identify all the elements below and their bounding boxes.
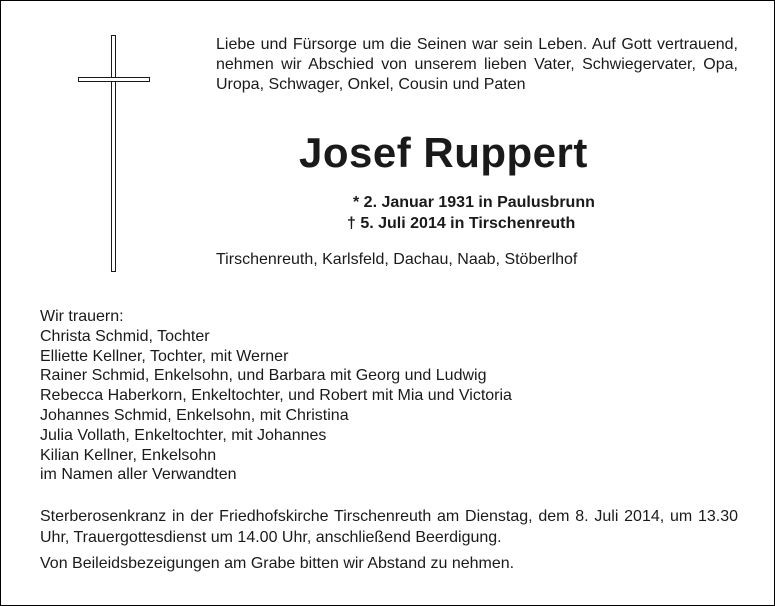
mourner-line: Christa Schmid, Tochter <box>40 327 210 345</box>
closing-note: Von Beileidsbezeigungen am Grabe bitten wir Abstand zu nehmen. <box>40 555 515 572</box>
mourner-line: Kilian Kellner, Enkelsohn <box>40 446 217 464</box>
cross-icon <box>78 35 150 272</box>
birth-date: * 2. Januar 1931 in Paulusbrunn <box>353 194 595 211</box>
mourner-line: Rebecca Haberkorn, Enkeltochter, und Robert mit Mia und Victoria <box>40 387 512 405</box>
mourner-line: Elliette Kellner, Tochter, mit Werner <box>40 347 289 365</box>
death-date: † 5. Juli 2014 in Tirschenreuth <box>347 215 576 232</box>
life-dates <box>347 192 595 234</box>
intro-text: Liebe und Fürsorge um die Seinen war sein Leben. Auf Gott vertrauend, nehmen wir Abschied von unserem lieben Vater, Schwiegervater, Opa, Uropa, Schwager, Onkel, Cousin und Paten <box>216 36 738 93</box>
places-line: Tirschenreuth, Karlsfeld, Dachau, Naab, Stöberlhof <box>216 251 578 268</box>
mourner-line: Rainer Schmid, Enkelsohn, und Barbara mit Georg und Ludwig <box>40 367 487 385</box>
mourner-line: im Namen aller Verwandten <box>40 466 237 484</box>
mourners-heading: Wir trauern: <box>40 308 124 325</box>
cross-joint <box>112 78 115 81</box>
mourners-list <box>40 307 512 485</box>
deceased-name: Josef Ruppert <box>299 129 588 176</box>
service-details: Sterberosenkranz in der Friedhofskirche Tirschenreuth am Dienstag, dem 8. Juli 2014, um 13.30 Uhr, Trauergottesdienst um 14.00 Uhr, anschließend Beerdigung. <box>40 508 738 546</box>
mourner-line: Julia Vollath, Enkeltochter, mit Johannes <box>40 426 327 444</box>
mourner-line: Johannes Schmid, Enkelsohn, mit Christina <box>40 406 349 424</box>
cross-vertical-beam <box>111 35 116 272</box>
